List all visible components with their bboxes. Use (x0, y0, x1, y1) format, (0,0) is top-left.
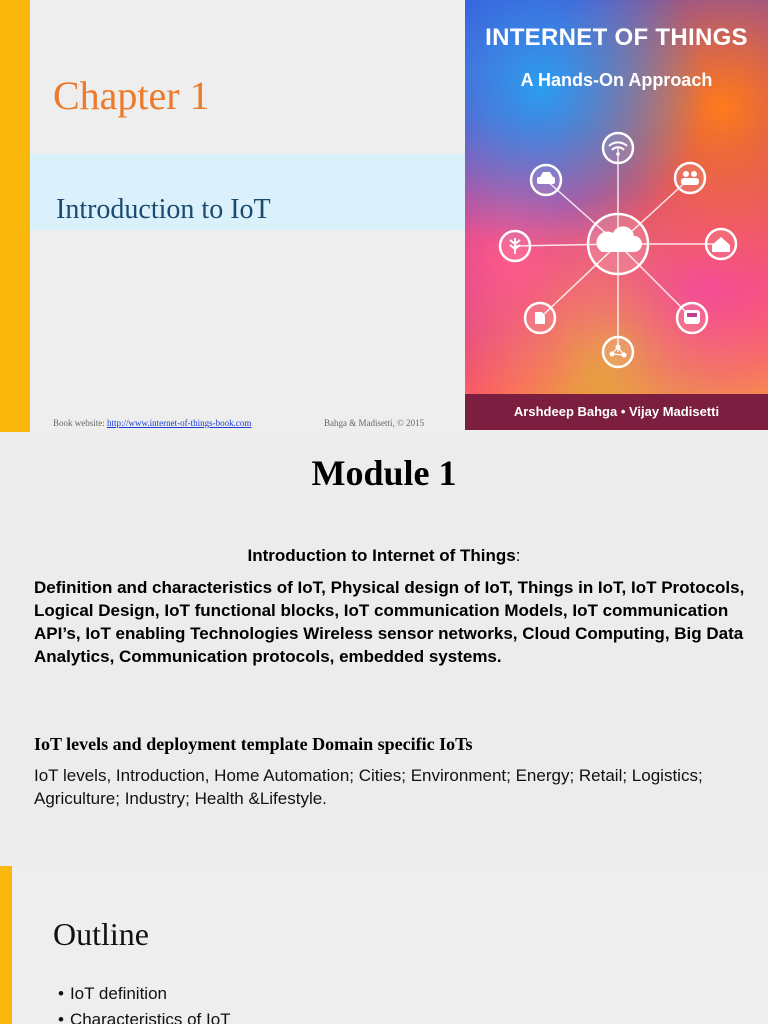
footer-copyright: Bahga & Madisetti, © 2015 (324, 418, 425, 428)
accent-bar (0, 866, 12, 1024)
list-item: • IoT definition (58, 984, 231, 1010)
outline-title: Outline (53, 916, 149, 952)
wifi-icon (603, 133, 633, 163)
intro-body: Definition and characteristics of IoT, Physical design of IoT, Things in IoT, IoT Protocols, Logical Design, IoT functional blocks, IoT communication Models, IoT communication API’s, IoT enabling Technologies Wireless sensor networks, Cloud Computing, Big Data Analytics, Communication protocols, embedded systems. (34, 578, 745, 666)
car-icon (531, 165, 561, 195)
intro-heading (0, 546, 768, 566)
network-icon (603, 337, 633, 367)
cloud-icon (588, 214, 648, 274)
plant-icon (500, 231, 530, 261)
intro-heading-text: Introduction to Internet of Things (247, 546, 516, 565)
cover-title: INTERNET OF THINGS (485, 24, 748, 51)
home-icon (706, 229, 736, 259)
train-icon (677, 303, 707, 333)
people-icon (675, 163, 705, 193)
cover-subtitle: A Hands-On Approach (520, 70, 713, 90)
chapter-subtitle: Introduction to IoT (56, 194, 271, 225)
slide-module-1 (0, 432, 768, 864)
book-cover (465, 0, 768, 430)
levels-body: IoT levels, Introduction, Home Automation; Cities; Environment; Energy; Retail; Logistics; Agriculture; Industry; Health &Lifestyle. (34, 766, 703, 808)
slide-chapter-1 (0, 0, 768, 432)
outline-list (58, 984, 231, 1024)
cover-authors: Arshdeep Bahga • Vijay Madisetti (513, 404, 720, 419)
module-title: Module 1 (311, 453, 457, 493)
health-icon (525, 303, 555, 333)
chapter-title: Chapter 1 (53, 73, 210, 118)
footer-website (53, 418, 251, 428)
levels-heading: IoT levels and deployment template Domain specific IoTs (34, 734, 473, 754)
slide-outline (0, 866, 768, 1024)
iot-network-diagram (465, 120, 768, 380)
footer-website-label: Book website: (53, 418, 107, 428)
book-website-link[interactable]: http://www.internet-of-things-book.com (107, 418, 252, 428)
list-item: • Characteristics of IoT (58, 1010, 231, 1024)
intro-heading-colon: : (515, 546, 521, 565)
accent-bar (0, 0, 30, 432)
